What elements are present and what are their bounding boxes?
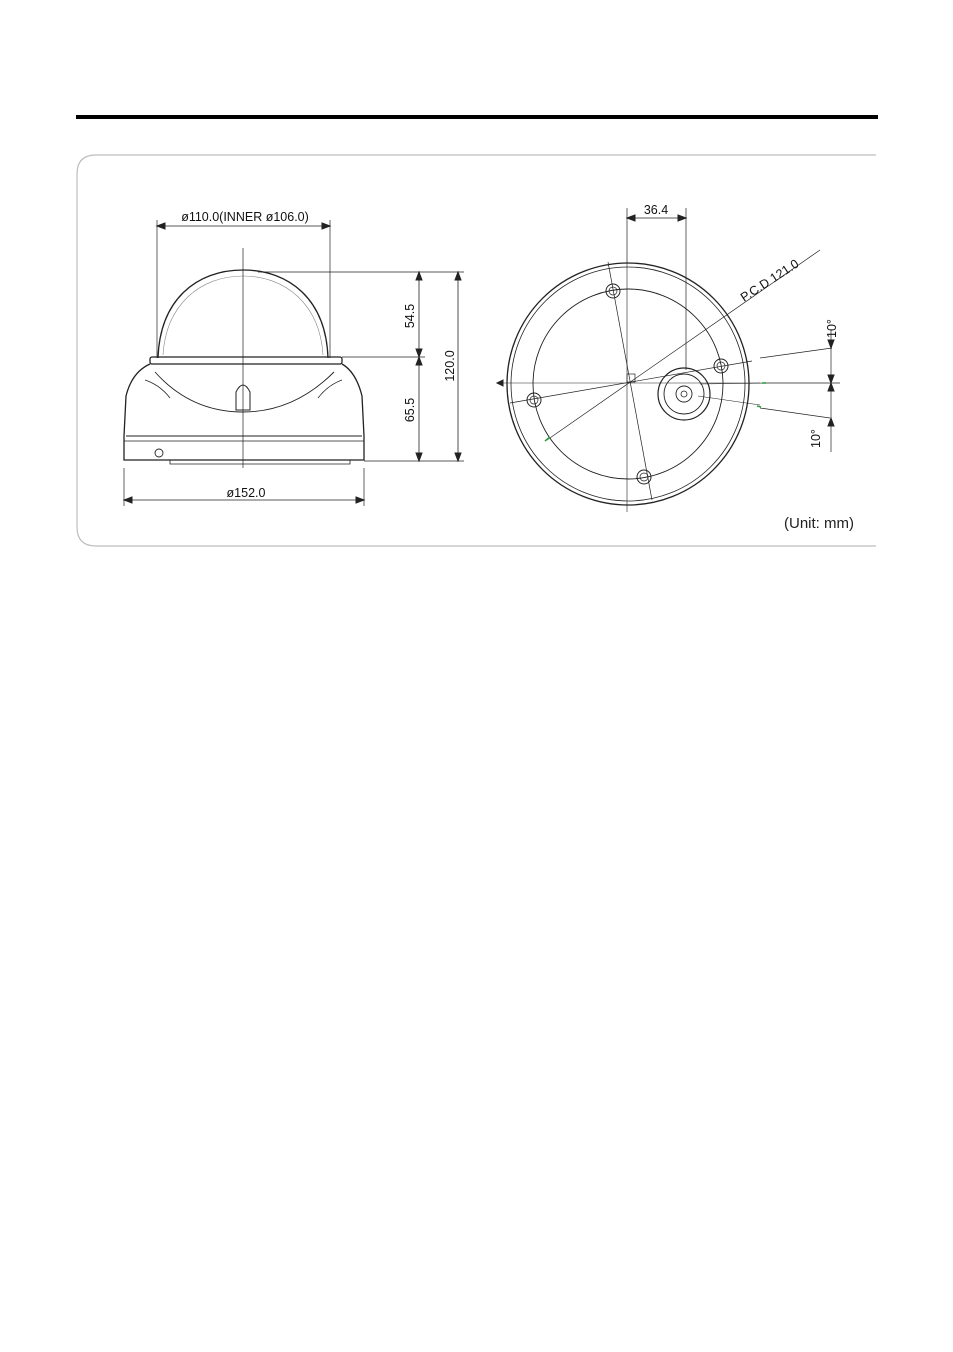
dome-height-label: 54.5 (403, 303, 417, 329)
angle-lower-label: 10° (809, 429, 823, 448)
dome-ring (150, 357, 342, 364)
accent-marks (545, 383, 766, 441)
top-view (497, 208, 840, 512)
side-view (124, 220, 464, 506)
base-height-label: 65.5 (403, 397, 417, 423)
base-diameter-label: ø152.0 (226, 486, 266, 500)
dome-diameter-label: ø110.0(INNER ø106.0) (181, 210, 309, 224)
total-height-label: 120.0 (443, 350, 457, 382)
unit-note: (Unit: mm) (784, 515, 854, 532)
offset-label: 36.4 (643, 203, 669, 217)
lens-module (658, 368, 710, 420)
angle-upper-label: 10° (825, 319, 839, 338)
pcd-label: P.C.D 121.0 (738, 256, 802, 305)
